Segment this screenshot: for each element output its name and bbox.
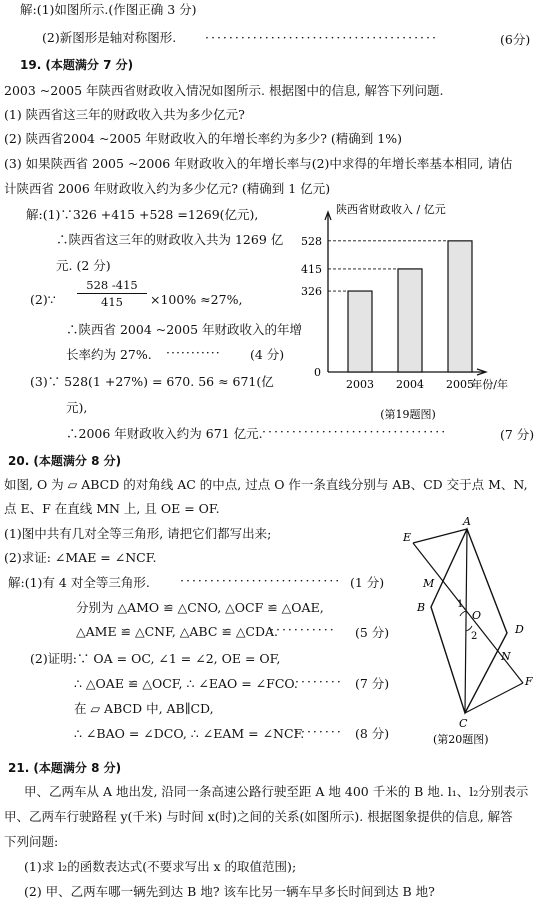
q19-intro: 2003 ~2005 年陕西省财政收入情况如图所示. 根据图中的信息, 解答下列问题. (4, 83, 444, 98)
diagonal-ac (465, 529, 467, 713)
q19-question-1: (1) 陕西省这三年的财政收入共为多少亿元? (4, 107, 245, 122)
q18-answer-2: (2)新图形是轴对称图形. (42, 30, 177, 45)
label-e: E (403, 531, 412, 544)
q21-problem-3: 下列问题: (4, 834, 59, 849)
x-tick-label: 2005 (446, 378, 474, 391)
label-o: O (472, 609, 482, 622)
x-axis-label: 年份/年 (471, 378, 508, 391)
q18-score: (6分) (500, 32, 531, 47)
label-m: M (423, 577, 435, 590)
q20-solution-7: ∴ ∠BAO = ∠DCO, ∴ ∠EAM = ∠NCF. (74, 726, 305, 741)
q19-solution-4-post: ×100% ≈27%, (150, 292, 243, 307)
revenue-bar-chart (290, 200, 510, 425)
q19-solution-8: 元), (66, 400, 88, 415)
figure-20-caption: (第20题图) (433, 733, 489, 745)
segment-ae (413, 529, 467, 543)
y-tick-label: 415 (301, 262, 322, 276)
x-tick-label: 2003 (346, 378, 374, 391)
q20-problem-4: (2)求证: ∠MAE = ∠NCF. (4, 550, 157, 565)
q19-solution-1: 解:(1)∵326 +415 +528 =1269(亿元), (26, 207, 259, 222)
q21-problem-1: 甲、乙两车从 A 地出发, 沿同一条高速公路行驶至距 A 地 400 千米的 B 地. l₁、l₂分别表示 (24, 784, 529, 799)
q19-solution-6: 长率约为 27%. (66, 347, 152, 362)
y-tick-label: 326 (301, 285, 322, 299)
q20-solution-3: △AME ≌ △CNF, △ABC ≌ △CDA. (76, 624, 279, 639)
q20-score-5: (5 分) (355, 625, 390, 640)
bar-2004 (398, 269, 422, 372)
label-d: D (515, 623, 524, 636)
label-a: A (463, 515, 471, 528)
q20-score-7: (7 分) (355, 676, 390, 691)
dot-leader: ··········· (166, 345, 221, 360)
label-2: 2 (471, 631, 478, 642)
segment-cf (465, 683, 523, 713)
q20-title: 20. (本题满分 8 分) (8, 454, 122, 468)
q19-question-2: (2) 陕西省2004 ~2005 年财政收入的年增长率约为多少? (精确到 1%) (4, 131, 402, 146)
q20-problem-1: 如图, O 为 ▱ ABCD 的对角线 AC 的中点, 过点 O 作一条直线分别与 AB、CD 交于点 M、N, (4, 477, 528, 492)
label-n: N (501, 650, 511, 663)
q20-score-8: (8 分) (355, 726, 390, 741)
q19-solution-4-pre: (2)∵ (30, 292, 56, 307)
q20-solution-1: 解:(1)有 4 对全等三角形. (8, 575, 150, 590)
q21-question-1: (1)求 l₂的函数表达式(不要求写出 x 的取值范围); (24, 859, 297, 874)
chart-bars (348, 241, 472, 372)
dot-leader: ········ (295, 724, 343, 739)
q21-problem-2: 甲、乙两车行驶路程 y(千米) 与时间 x(时)之间的关系(如图所示). 根据图象提供的信息, 解答 (4, 809, 513, 824)
q20-solution-5: ∴ △OAE ≌ △OCF, ∴ ∠EAO = ∠FCO. (74, 676, 298, 691)
q19-question-3b: 计陕西省 2006 年财政收入约为多少亿元? (精确到 1 亿元) (4, 181, 331, 196)
dot-leader: ······································· (205, 30, 438, 45)
angle-1-mark (460, 611, 466, 616)
bar-2003 (348, 291, 372, 372)
parallelogram-abcd (431, 529, 507, 713)
bar-2005 (448, 241, 472, 372)
dot-leader: ··········· (270, 622, 336, 637)
q19-solution-5: ∴陕西省 2004 ~2005 年财政收入的年增 (66, 322, 303, 337)
q20-solution-4: (2)证明:∵ OA = OC, ∠1 = ∠2, OE = OF, (30, 651, 281, 666)
x-tick-label: 2004 (396, 378, 424, 391)
q21-question-2: (2) 甲、乙两车哪一辆先到达 B 地? 该车比另一辆车早多长时间到达 B 地? (24, 884, 435, 899)
parallelogram-figure (395, 515, 545, 745)
q21-title: 21. (本题满分 8 分) (8, 761, 122, 775)
label-f: F (525, 675, 533, 688)
growth-fraction (77, 278, 147, 309)
q19-score-7: (7 分) (500, 427, 535, 442)
q20-problem-3: (1)图中共有几对全等三角形, 请把它们都写出来; (4, 526, 272, 541)
q20-score-1: (1 分) (350, 575, 385, 590)
q20-solution-2: 分别为 △AMO ≌ △CNO, △OCF ≌ △OAE, (76, 600, 324, 615)
q19-solution-3: 元. (2 分) (56, 258, 111, 273)
label-c: C (459, 717, 468, 730)
fraction-bar (77, 293, 147, 294)
dot-leader: ······························· (262, 424, 448, 439)
fraction-numerator: 528 -415 (86, 278, 138, 292)
dot-leader: ········ (295, 674, 343, 689)
q20-solution-6: 在 ▱ ABCD 中, AB∥CD, (74, 701, 214, 716)
q19-score-4: (4 分) (250, 347, 285, 362)
q18-answer-1: 解:(1)如图所示.(作图正确 3 分) (20, 2, 197, 17)
origin-label: 0 (314, 366, 321, 379)
q19-solution-9: ∴2006 年财政收入约为 671 亿元. (66, 426, 263, 441)
q19-question-3a: (3) 如果陕西省 2005 ~2006 年财政收入的年增长率与(2)中求得的年增长率基本相同, 请估 (4, 156, 513, 171)
chart-caption: (第19题图) (380, 408, 436, 421)
q20-problem-2: 点 E、F 在直线 MN 上, 且 OE = OF. (4, 501, 220, 516)
q19-solution-2: ∴陕西省这三年的财政收入共为 1269 亿 (56, 232, 284, 247)
q19-solution-7: (3)∵ 528(1 +27%) = 670. 56 ≈ 671(亿 (30, 374, 274, 389)
q19-title: 19. (本题满分 7 分) (20, 58, 134, 72)
dot-leader: ··························· (180, 573, 342, 588)
fraction-denominator: 415 (101, 295, 123, 309)
chart-title: 陕西省财政收入 / 亿元 (336, 203, 446, 216)
label-1: 1 (457, 599, 464, 610)
label-b: B (417, 601, 426, 614)
y-tick-label: 528 (301, 234, 322, 248)
